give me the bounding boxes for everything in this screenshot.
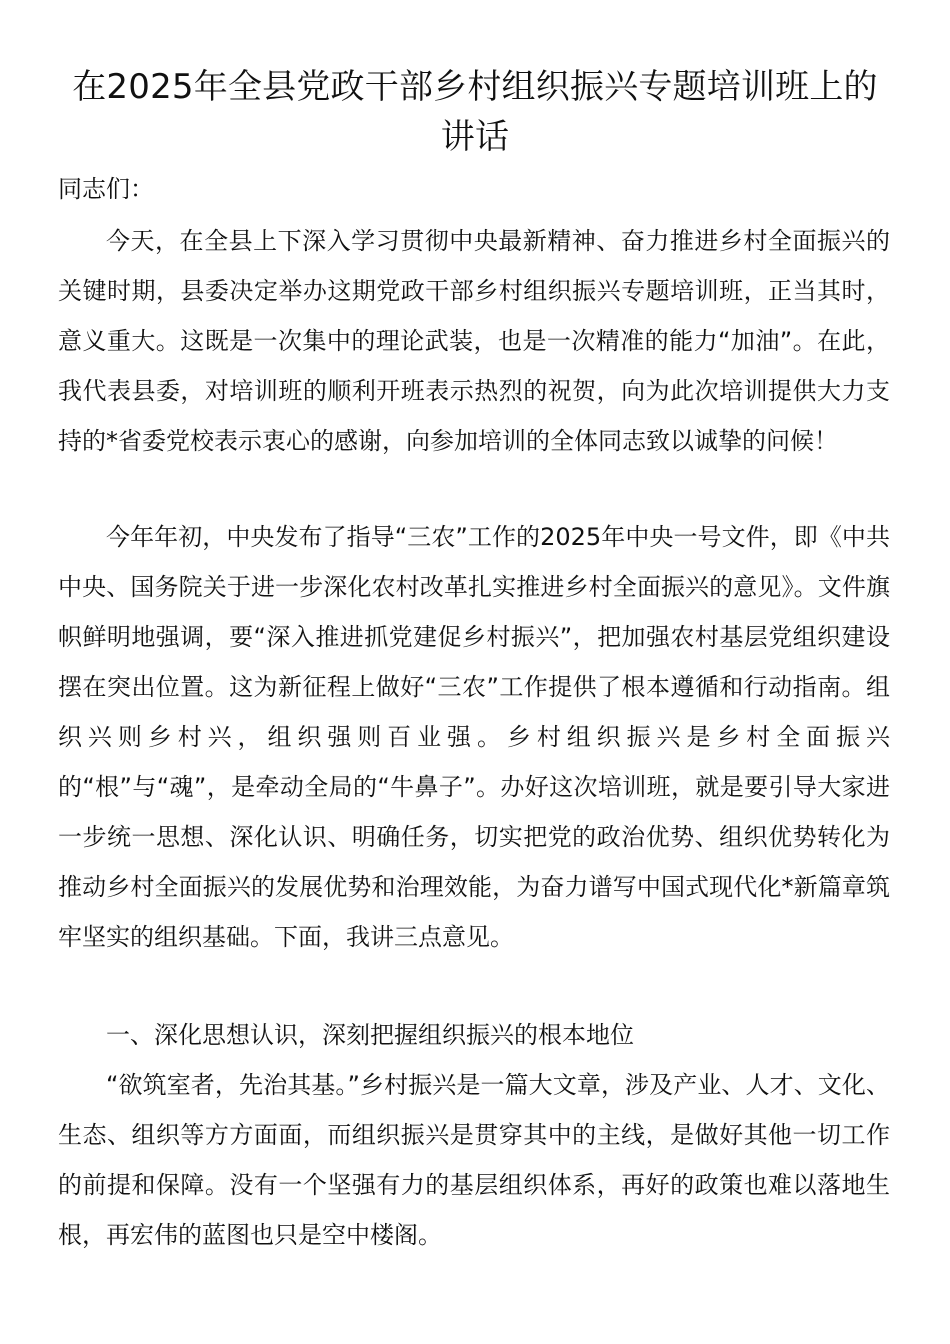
speech-title: 在2025年全县党政干部乡村组织振兴专题培训班上的讲话 [72, 67, 878, 157]
greeting: 同志们： [58, 175, 154, 203]
section-heading-one: 一、深化思想认识，深刻把握组织振兴的根本地位 [106, 1021, 634, 1049]
section-one-paragraph: “欲筑室者，先治其基。”乡村振兴是一篇大文章，涉及产业、人才、文化、生态、组织等方方面面，而组织振兴是贯穿其中的主线，是做好其他一切工作的前提和保障。没有一个坚强有力的基层组织体系，再好的政策也难以落地生根，再宏伟的蓝图也只是空中楼阁。 [58, 1071, 890, 1249]
context-paragraph: 今年年初，中央发布了指导“三农”工作的2025年中央一号文件，即《中共中央、国务院关于进一步深化农村改革扎实推进乡村全面振兴的意见》。文件旗帜鲜明地强调，要“深入推进抓党建促乡村振兴”，把加强农村基层党组织建设摆在突出位置。这为新征程上做好“三农”工作提供了根本遵循和行动指南。组织兴则乡村兴，组织强则百业强。乡村组织振兴是乡村全面振兴的“根”与“魂”，是牵动全局的“牛鼻子”。办好这次培训班，就是要引导大家进一步统一思想、深化认识、明确任务，切实把党的政治优势、组织优势转化为推动乡村全面振兴的发展优势和治理效能，为奋力谱写中国式现代化*新篇章筑牢坚实的组织基础。下面，我讲三点意见。 [58, 523, 890, 951]
opening-paragraph: 今天，在全县上下深入学习贯彻中央最新精神、奋力推进乡村全面振兴的关键时期，县委决定举办这期党政干部乡村组织振兴专题培训班，正当其时，意义重大。这既是一次集中的理论武装，也是一次精准的能力“加油”。在此，我代表县委，对培训班的顺利开班表示热烈的祝贺，向为此次培训提供大力支持的*省委党校表示衷心的感谢，向参加培训的全体同志致以诚挚的问候！ [58, 227, 890, 455]
